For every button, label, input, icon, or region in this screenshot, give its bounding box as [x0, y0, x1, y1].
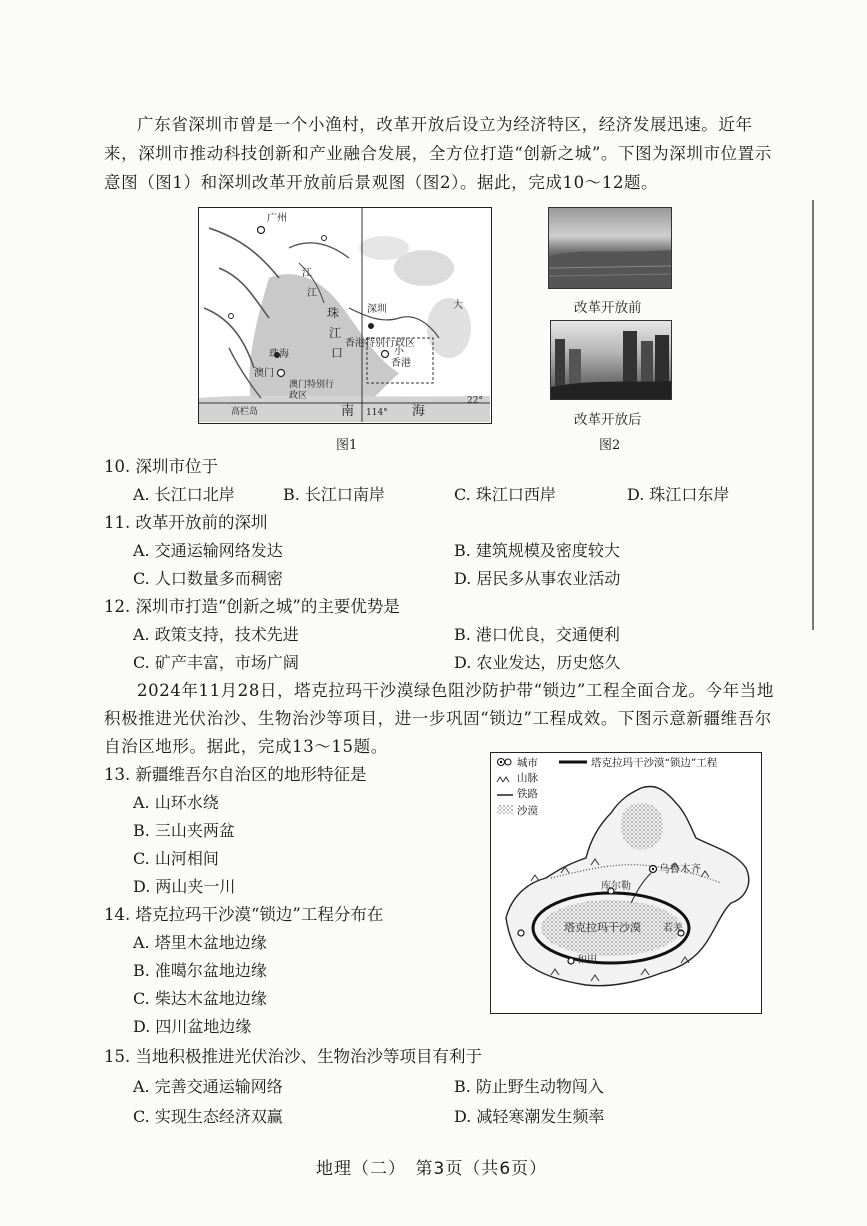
question-12-stem: 12. 深圳市打造“创新之城”的主要优势是: [104, 597, 400, 616]
shenzhen-location-map: [198, 207, 492, 424]
q12-option-a[interactable]: A. 政策支持，技术先进: [133, 625, 299, 644]
question-15-stem: 15. 当地积极推进光伏治沙、生物治沙等项目有利于: [104, 1047, 482, 1066]
label-kou: 口: [331, 346, 344, 360]
q12-option-d[interactable]: D. 农业发达，历史悠久: [454, 653, 621, 672]
q14-option-d[interactable]: D. 四川盆地边缘: [133, 1017, 252, 1036]
q11-option-b[interactable]: B. 建筑规模及密度较大: [454, 541, 620, 560]
q12-option-c[interactable]: C. 矿产丰富，市场广阔: [133, 653, 299, 672]
q11-option-c[interactable]: C. 人口数量多而稠密: [133, 569, 283, 588]
label-kuerle: 库尔勒: [601, 881, 631, 892]
q10-option-d[interactable]: D. 珠江口东岸: [627, 485, 730, 504]
caption-before: 改革开放前: [574, 300, 642, 316]
q15-option-d[interactable]: D. 减轻寒潮发生频率: [454, 1107, 605, 1126]
label-shenzhen: 深圳: [367, 304, 387, 315]
q10-option-a[interactable]: A. 长江口北岸: [133, 485, 235, 504]
label-lat: 22°: [467, 396, 483, 406]
question-10-stem: 10. 深圳市位于: [104, 457, 218, 476]
q13-option-b[interactable]: B. 三山夹两盆: [133, 821, 235, 840]
scan-edge-line: [812, 200, 814, 630]
q13-option-c[interactable]: C. 山河相间: [133, 849, 219, 868]
label-jiang-3: 江: [329, 326, 342, 340]
label-hai: 海: [412, 404, 426, 419]
label-xiaoyi: 小: [394, 346, 404, 357]
legend-railway: 铁路: [517, 788, 538, 800]
q10-option-c[interactable]: C. 珠江口西岸: [454, 485, 556, 504]
label-urumqi: 乌鲁木齐: [659, 863, 701, 875]
question-11-stem: 11. 改革开放前的深圳: [104, 513, 268, 532]
label-jiang-1: 江: [302, 268, 312, 279]
page-footer: 地理（二） 第3页（共6页）: [316, 1159, 548, 1179]
q14-option-a[interactable]: A. 塔里木盆地边缘: [133, 933, 267, 952]
question-13-stem: 13. 新疆维吾尔自治区的地形特征是: [104, 765, 367, 784]
label-taklimakan: 塔克拉玛干沙漠: [564, 921, 641, 934]
label-da: 大: [453, 300, 463, 311]
label-macau: 澳门: [254, 368, 274, 379]
legend-project: 塔克拉玛干沙漠“锁边”工程: [591, 757, 718, 769]
q15-option-a[interactable]: A. 完善交通运输网络: [133, 1077, 283, 1096]
map-graphic: [199, 208, 490, 422]
label-lon: 114°: [366, 408, 388, 418]
photo-before-reform: [548, 207, 672, 289]
q13-option-d[interactable]: D. 两山夹一川: [133, 877, 236, 896]
q11-option-d[interactable]: D. 居民多从事农业活动: [454, 569, 621, 588]
legend-mountain: 山脉: [517, 772, 538, 784]
q12-option-b[interactable]: B. 港口优良，交通便利: [454, 625, 620, 644]
photo-before-graphic: [549, 208, 672, 289]
label-hk: 香港: [391, 358, 411, 369]
q15-option-b[interactable]: B. 防止野生动物闯入: [454, 1077, 604, 1096]
question-14-stem: 14. 塔克拉玛干沙漠“锁边”工程分布在: [104, 905, 384, 924]
label-hetian: 和田: [577, 955, 597, 966]
intro-paragraph-2: 2024年11月28日，塔克拉玛干沙漠绿色阻沙防护带“锁边”工程全面合龙。今年当地积极推进光伏治沙、生物治沙等项目，进一步巩固“锁边”工程成效。下图示意新疆维吾尔自治区地形。据此，完成13～15题。: [104, 681, 774, 756]
q10-option-b[interactable]: B. 长江口南岸: [283, 485, 385, 504]
label-zhu: 珠: [327, 306, 340, 320]
caption-after: 改革开放后: [574, 412, 642, 428]
photo-after-reform: [550, 320, 672, 400]
label-nan: 南: [341, 404, 355, 419]
q14-option-c[interactable]: C. 柴达木盆地边缘: [133, 989, 267, 1008]
q15-option-c[interactable]: C. 实现生态经济双赢: [133, 1107, 283, 1126]
label-hk-sar: 香港特别行政区: [345, 338, 415, 349]
label-jiang-2: 江: [307, 288, 317, 299]
photo-after-graphic: [551, 321, 672, 400]
label-zhuhai: 珠海: [269, 349, 289, 360]
q13-option-a[interactable]: A. 山环水绕: [133, 793, 219, 812]
figure-1-caption: 图1: [336, 438, 358, 453]
xinjiang-terrain-map: [490, 752, 762, 1014]
figure-2-caption: 图2: [599, 438, 621, 453]
legend-desert: 沙漠: [517, 805, 538, 817]
label-guangzhou: 广州: [267, 213, 287, 224]
intro-paragraph-1: 广东省深圳市曾是一个小渔村，改革开放后设立为经济特区，经济发展迅速。近年来，深圳市推动科技创新和产业融合发展，全方位打造“创新之城”。下图为深圳市位置示意图（图1）和深圳改革开放前后景观图（图2）。据此，完成10～12题。: [104, 115, 772, 192]
legend-city: 城市: [517, 757, 538, 769]
q11-option-a[interactable]: A. 交通运输网络发达: [133, 541, 283, 560]
q14-option-b[interactable]: B. 准噶尔盆地边缘: [133, 961, 267, 980]
label-macau-sar: 澳门特别行政区: [289, 380, 335, 401]
label-island: 高栏岛: [231, 407, 259, 417]
label-ruoqiang: 若羌: [663, 923, 683, 934]
